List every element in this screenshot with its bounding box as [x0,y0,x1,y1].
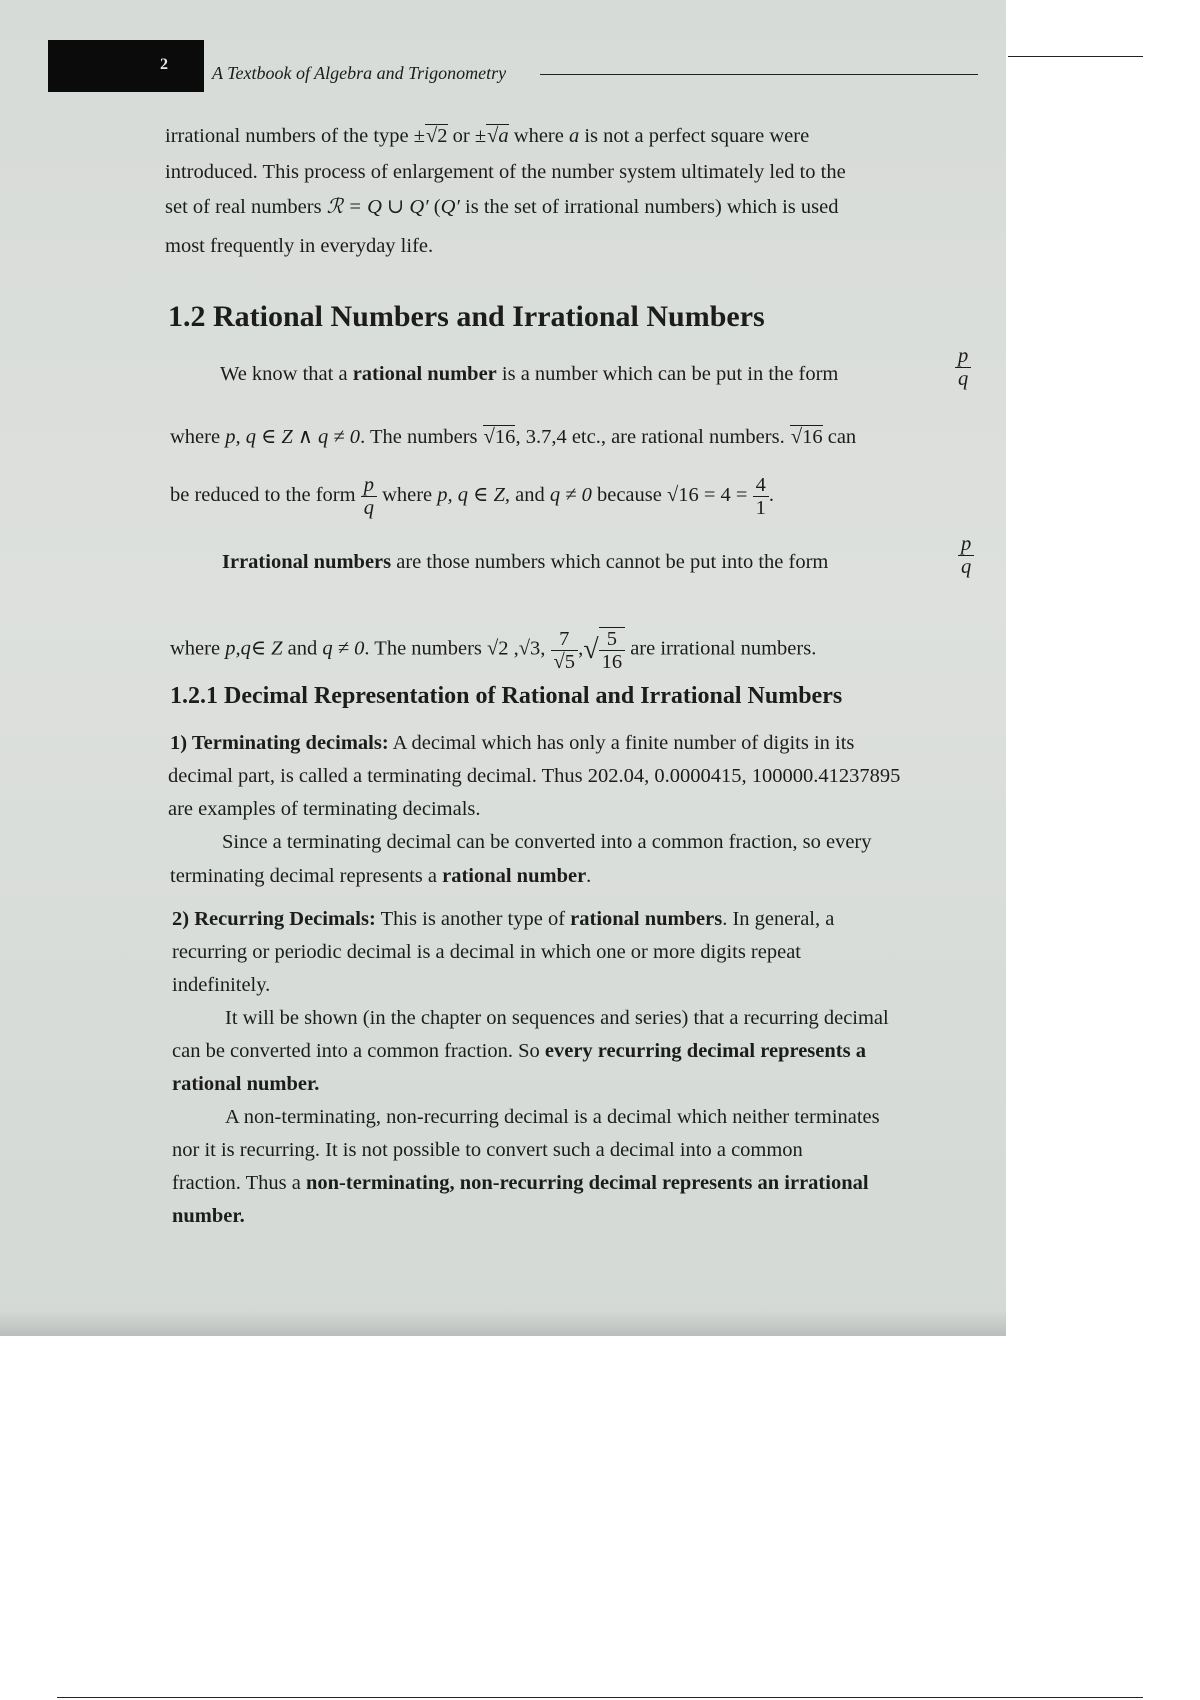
text-span: A decimal which has only a finite number of digits in its [388,732,855,754]
text-span: are irrational numbers. [625,637,817,660]
rational-line-2 [170,425,856,449]
frac-denominator: q [961,556,972,578]
rational-line-1 [220,362,838,386]
term-recurring-represents: every recurring decimal represents a [544,1040,866,1062]
text-span: set of real numbers [165,196,327,218]
sqrt-examples: √2 ,√3, [487,637,546,660]
recurring-line-5 [172,1039,866,1063]
page-number-block [48,40,204,92]
section-heading: 1.2 Rational Numbers and Irrational Numbers [168,300,765,333]
recurring-line-6: rational number. [172,1073,320,1095]
recurring-line-1 [172,907,834,931]
variable-a: a [568,125,580,147]
intro-line-4: most frequently in everyday life. [165,235,434,257]
frac-denominator: 1 [755,497,766,519]
condition-formula: p,q∈ Z [225,637,283,660]
recurring-line-3: indefinitely. [172,974,271,996]
bottom-rule [57,1697,1143,1698]
text-span: can be converted into a common fraction. So [172,1040,545,1062]
term-irrational-numbers: Irrational numbers [222,551,392,573]
text-span: This is another type of [375,908,571,930]
terminating-line-2: decimal part, is called a terminating decimal. Thus 202.04, 0.0000415, 100000.41237895 [168,765,901,787]
term-recurring-decimals: 2) Recurring Decimals: [172,908,376,930]
sqrt-sixteen: √16 [483,426,516,448]
sqrt-a: √a [487,125,509,147]
nonterminating-line-3 [172,1171,869,1195]
frac-numerator: p [958,533,974,556]
text-span: irrational numbers of the type ± [165,125,426,147]
frac-numerator: 5 [599,628,626,651]
text-span: because [591,484,667,507]
terminating-line-1 [170,731,854,755]
fraction-p-over-q [958,533,974,578]
sqrt-sign: √ [583,634,599,665]
condition-formula: p, q ∈ Z ∧ q ≠ 0 [225,426,361,448]
text-span: and [509,484,550,507]
irrational-line-2 [170,627,816,673]
condition-formula: p, q ∈ Z, [437,484,510,507]
terminating-line-4: Since a terminating decimal can be converted into a common fraction, so every [222,831,872,853]
text-span: . The numbers [364,637,488,660]
terminating-line-3: are examples of terminating decimals. [168,798,481,820]
frac-denominator: q [958,368,969,390]
text-span: is a number which can be put in the form [496,363,839,385]
real-set-formula: ℛ = Q ∪ Q′ [326,196,429,218]
frac-denominator: √5 [553,650,576,673]
text-span: where [170,426,226,448]
text-span: We know that a [220,363,353,385]
term-terminating-decimals: 1) Terminating decimals: [170,732,389,754]
irrational-line-1 [222,550,828,574]
intro-line-2: introduced. This process of enlargement of the number system ultimately led to the [165,161,846,183]
text-span: is the set of irrational numbers) which is used [459,196,839,218]
text-span: . [768,484,774,507]
text-span: fraction. Thus a [172,1172,306,1194]
text-span: where [508,125,569,147]
fraction-p-over-q [955,345,971,390]
term-rational-number: rational number [352,363,497,385]
rational-line-3 [170,474,774,519]
recurring-line-2: recurring or periodic decimal is a decimal in which one or more digits repeat [172,941,802,963]
header-rule [540,74,978,75]
text-span: where [170,637,226,660]
frac-numerator: 4 [753,474,769,497]
subsection-heading: 1.2.1 Decimal Representation of Rational and Irrational Numbers [170,683,843,709]
text-span: can [822,426,857,448]
text-span: , 3.7,4 etc., are rational numbers. [515,426,790,448]
term-nonterminating-represents: non-terminating, non-recurring decimal represents an irrational [305,1172,869,1194]
sqrt-sixteen-equation: √16 = 4 = [666,484,748,507]
text-span: where [376,484,438,507]
page-number: 2 [160,56,168,73]
text-span: is not a perfect square were [579,125,810,147]
frac-numerator: p [361,474,377,497]
q-prime: Q′ [440,196,460,218]
text-span: and [282,637,323,660]
text-span: . [586,865,592,887]
text-span: , [578,637,584,660]
text-span: ( [428,196,441,218]
frac-denominator: 16 [601,651,623,673]
term-rational-numbers: rational numbers [570,908,723,930]
term-rational-number: rational number [442,865,587,887]
frac-numerator: p [955,345,971,368]
frac-numerator: 7 [551,628,579,651]
text-span: or ± [447,125,487,147]
terminating-line-5 [170,864,591,888]
intro-line-1 [165,124,809,148]
running-head: A Textbook of Algebra and Trigonometry [212,63,507,83]
sqrt-two: √2 [426,125,448,147]
nonterminating-line-2: nor it is recurring. It is not possible to convert such a decimal into a common [172,1139,803,1161]
text-span: are those numbers which cannot be put into the form [391,551,829,573]
text-span: . In general, a [722,908,835,930]
nonterminating-line-1: A non-terminating, non-recurring decimal is a decimal which neither terminates [225,1106,880,1128]
intro-line-3 [165,195,839,219]
nonterminating-line-4: number. [172,1205,245,1227]
condition-formula: q ≠ 0 [322,637,365,660]
recurring-line-4: It will be shown (in the chapter on sequences and series) that a recurring decimal [225,1007,889,1029]
page-shadow [0,1310,1006,1336]
sqrt-sixteen: √16 [790,426,823,448]
text-span: terminating decimal represents a [170,865,443,887]
top-right-rule [1008,56,1143,57]
text-span: be reduced to the form [170,484,356,507]
frac-denominator: q [363,497,374,519]
text-span: . The numbers [360,426,483,448]
condition-formula: q ≠ 0 [549,484,592,507]
